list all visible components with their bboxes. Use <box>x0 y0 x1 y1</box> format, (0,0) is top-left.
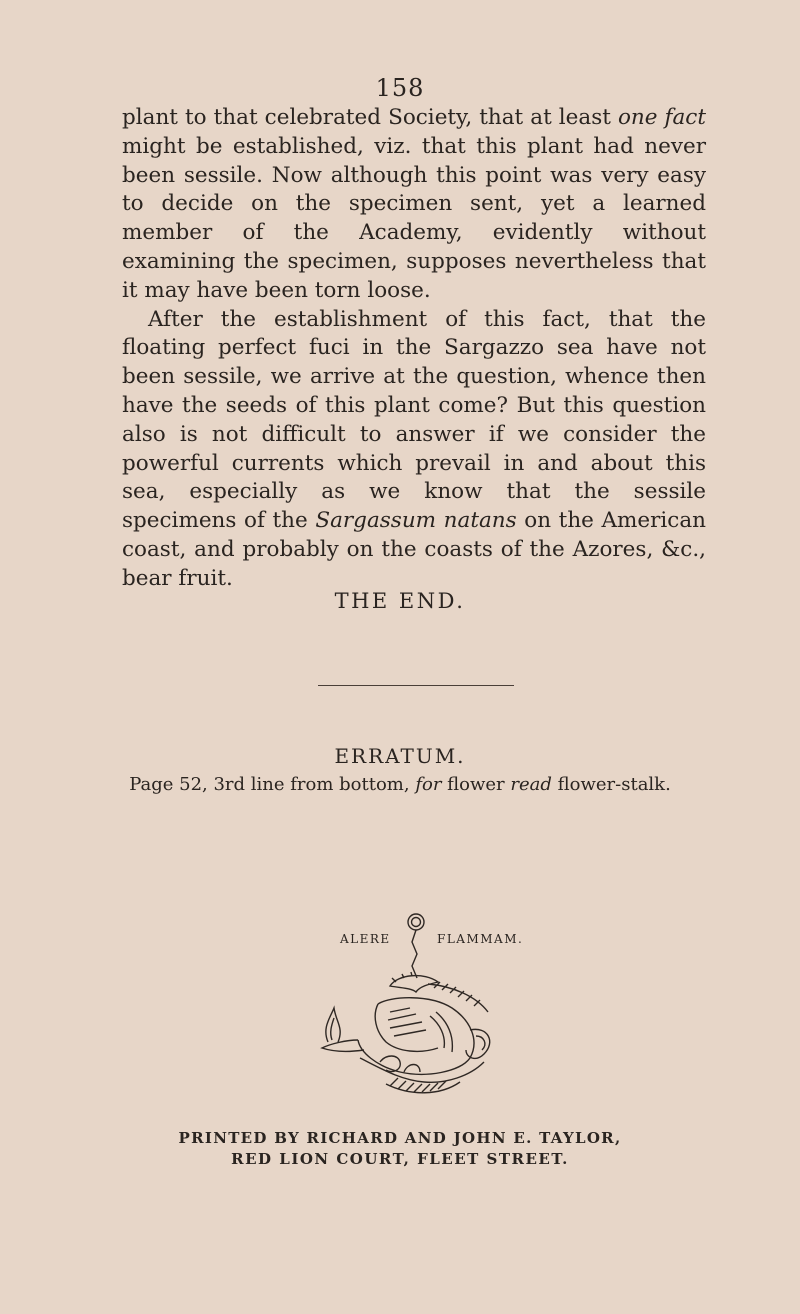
the-end-heading: THE END. <box>334 589 466 613</box>
erratum-text: Page 52, 3rd line from bottom, for flower read flower-stalk. <box>129 774 671 795</box>
device-motto-right: FLAMMAM. <box>437 932 524 946</box>
page-number: 158 <box>375 74 425 102</box>
divider-rule <box>318 685 514 686</box>
erratum-title: ERRATUM. <box>334 744 466 768</box>
colophon-line-1: PRINTED BY RICHARD AND JOHN E. TAYLOR, <box>178 1129 622 1147</box>
device-motto-left: ALERE <box>340 932 391 946</box>
colophon-line-2: RED LION COURT, FLEET STREET. <box>231 1150 569 1168</box>
body-text <box>122 104 706 594</box>
paragraph-2: After the establishment of this fact, that the floating perfect fuci in the Sargazzo sea have not been sessile, we arrive at the question, whence then have the seeds of this plant come? But this question also is not difficult to answer if we consider the powerful currents which prevail in and about this sea, especially as we know that the sessile specimens of the Sargassum natans on the American coast, and probably on the coasts of the Azores, &c., bear fruit. <box>122 306 706 591</box>
oil-lamp-icon <box>320 912 500 1102</box>
paragraph-1: plant to that celebrated Society, that at least one fact might be established, viz. that this plant had never been sessile. Now although this point was very easy to decide on the specimen sent, yet a learned member of the Academy, evidently without examining the specimen, supposes nevertheless that it may have been torn loose. <box>122 105 706 303</box>
